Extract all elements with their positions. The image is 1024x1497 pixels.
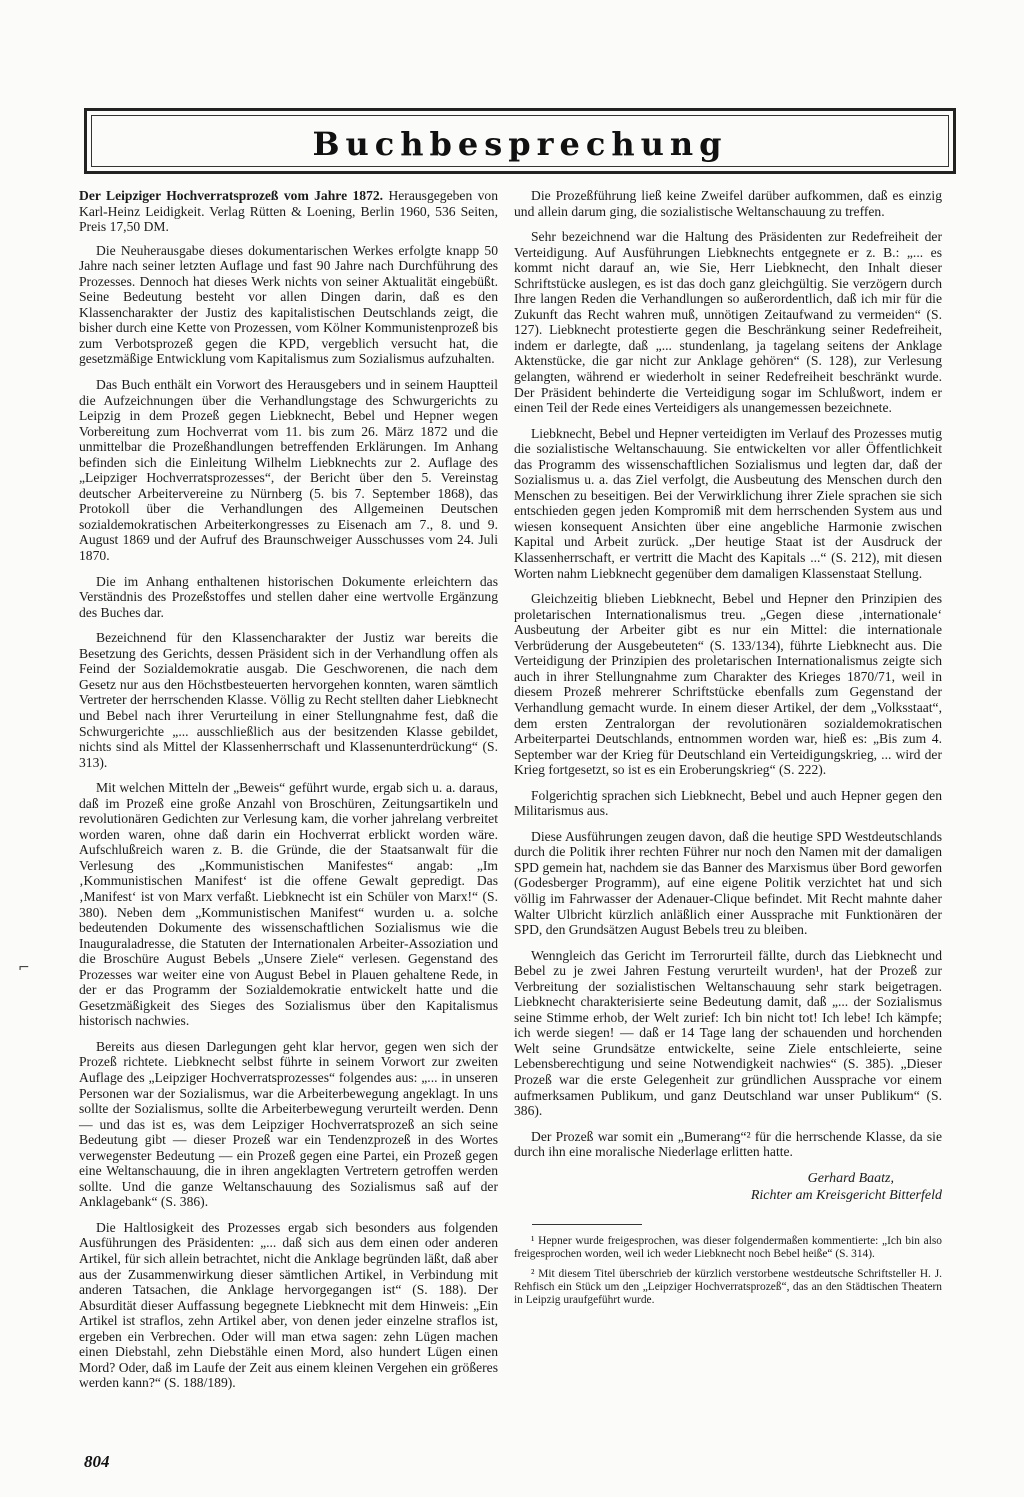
paragraph: Der Prozeß war somit ein „Bumerang“² für die herrschende Klasse, da sie durch ihn eine moralische Niederlage erlitten hatte. [514, 1128, 942, 1160]
paragraph: Wenngleich das Gericht im Terrorurteil fällte, durch das Liebknecht und Bebel zu je zwei Jahren Festung verurteilt wurden¹, hat der Prozeß zur Verbreitung der sozialistischen Weltanschauung sehr stark beigetragen. Liebknecht charakterisierte seine Bedeutung damit, daß „... der Sozialismus seine Stimme erhob, der Welt zurief: Ich bin nicht tot! Ich lebe! Ich kämpfe; ich werde siegen! — daß er 14 Tage lang der schauenden und horchenden Welt seine Grundsätze entwickelte, seine Ziele entschleierte, seine Lebensberechtigung und seine Notwendigkeit nachwies“ (S. 385). „Dieser Prozeß war die erste Gelegenheit zur gründlichen Aussprache vor einem aufmerksamen Publikum, und ganz Deutschland war unser Publikum“ (S. 386). [514, 947, 942, 1119]
paragraph: Gleichzeitig blieben Liebknecht, Bebel und Hepner den Prinzipien des proletarischen Internationalismus treu. „Gegen diese ‚internationale‘ Ausbeutung der Arbeiter gibt es nur ein Mittel: die internationale Verbrüderung der Ausgebeuteten“ (S. 133/134), führte Liebknecht aus. Die Verteidigung der Prinzipien des proletarischen Internationalismus zeigte sich auch in ihrer Stellungnahme zum Charakter des Krieges 1870/71, weil in diesem Prozeß mehrerer Schriftstücke ebenfalls zum Gegenstand der Verhandlung gemacht wurde. In einem dieser Artikel, der dem „Volksstaat“, dem ersten Zentralorgan der revolutionären sozialdemokratischen Arbeiterpartei Deutschlands, entnommen worden war, hieß es: „Bis zum 4. September war der Krieg für Deutschland ein Verteidigungskrieg, ... wird der Krieg fortgesetzt, so ist es ein Eroberungskrieg“ (S. 222). [514, 591, 942, 778]
paragraph: Liebknecht, Bebel und Hepner verteidigten im Verlauf des Prozesses mutig die sozialistische Weltanschauung. Sie entwickelten vor aller Öffentlichkeit das Programm des wissenschaftlichen Sozialismus und legten dar, daß der Sozialismus u. a. das Ziel verfolgt, die Ausbeutung des Menschen durch den Menschen zu beseitigen. Bei der Verwirklichung ihrer Ziele sprachen sie sich entschieden gegen jeden Kompromiß mit dem herrschenden System aus und wiesen konsequent Ansichten über eine angebliche Harmonie zwischen Kapital und Arbeit zurück. „Der heutige Staat ist der Ausdruck der Klassenherrschaft, er vertritt die Macht des Kapitals ...“ (S. 212), mit diesen Worten nahm Liebknecht gegenüber dem damaligen Klassenstaat Stellung. [514, 425, 942, 581]
footnote: ¹ Hepner wurde freigesprochen, was dieser folgendermaßen kommentierte: „Ich bin also freigesprochen worden, weil ich weder Liebknecht noch Bebel heiße“ (S. 314). [514, 1234, 942, 1261]
paragraph: Bezeichnend für den Klassencharakter der Justiz war bereits die Besetzung des Gerichts, dessen Präsident sich in der Verhandlung offen als Feind der Sozialdemokratie ausgab. Die Geschworenen, die nach dem Gesetz nur aus den Höchstbesteuerten hervorgehen konnten, waren sämtlich Vertreter der herrschenden Klasse. Völlig zu Recht stellten daher Liebknecht und Bebel nach ihrer Verurteilung in einer Stellungnahme fest, daß die Schwurgerichte „... ausschließlich aus der besitzenden Klasse gebildet, nichts sind als Mittel der Klassenherrschaft und Klassenunterdrückung“ (S. 313). [79, 630, 498, 770]
page-title: Buchbesprechung [312, 125, 728, 163]
author-name: Gerhard Baatz, [807, 1170, 894, 1186]
author-signature [514, 1170, 942, 1204]
paragraph: Bereits aus diesen Darlegungen geht klar hervor, gegen wen sich der Prozeß richtete. Liebknecht selbst führte in seinem Vorwort zur zweiten Auflage des „Leipziger Hochverratsprozesses“ folgendes aus: „... in unseren Personen war der Sozialismus, war die Arbeiterbewegung angeklagt. In uns sollte der Sozialismus, sollte die Arbeiterbewegung verurteilt werden. Denn — und das ist es, was dem Leipziger Hochverratsprozeß an sich seine Bedeutung gibt — dieser Prozeß war ein Tendenzprozeß in des Wortes verwegenster Bedeutung — ein Prozeß gegen eine Partei, ein Prozeß gegen eine Weltanschauung, die in ihren angeklagten Vertretern getroffen werden sollte. Und die ganze Weltanschauung des Sozialismus saß auf der Anklagebank“ (S. 386). [79, 1038, 498, 1210]
right-column [514, 188, 942, 1314]
paragraph: Folgerichtig sprachen sich Liebknecht, Bebel und auch Hepner gegen den Militarismus aus. [514, 787, 942, 819]
paragraph: Die Haltlosigkeit des Prozesses ergab sich besonders aus folgenden Ausführungen des Präsidenten: „... daß sich aus dem einen oder anderen Artikel, für sich allein betrachtet, nicht die Anklage begründen läßt, daß aber aus der Zusammenwirkung dieser sämtlichen Artikel, in Verbindung mit anderen Tatsachen, die Anklage hervorgegangen ist“ (S. 188). Der Absurdität dieser Auffassung begegnete Liebknecht mit dem Hinweis: „Ein Artikel ist straflos, zehn Artikel aber, von denen jeder einzelne straflos ist, ergeben ein Verbrechen. Oder will man etwa sagen: zehn Lügen machen einen Diebstahl, zehn Diebstähle einen Mord, also hundert Lügen einen Mord? Oder, daß im Laufe der Zeit aus einem kleinen Vergehen ein größeres werden kann?“ (S. 188/189). [79, 1219, 498, 1391]
footnote-divider [532, 1224, 642, 1225]
header-frame [84, 108, 956, 174]
paragraph: Die Neuherausgabe dieses dokumentarischen Werkes erfolgte knapp 50 Jahre nach seiner letzten Auflage und fast 90 Jahre nach Durchführung des Prozesses. Dennoch hat dieses Werk nichts von seiner Aktualität eingebüßt. Seine Bedeutung besteht vor allen Dingen darin, daß es den Klassencharakter der Justiz des kapitalistischen Deutschlands zeigt, die bisher durch eine Kette von Prozessen, vom Kölner Kommunistenprozeß bis zum Verbotsprozeß gegen die KPD, vergeblich versucht hat, die gesetzmäßige Entwicklung vom Kapitalismus zum Sozialismus aufzuhalten. [79, 242, 498, 367]
paragraph: Die im Anhang enthaltenen historischen Dokumente erleichtern das Verständnis des Prozeßstoffes und stellen daher eine wertvolle Ergänzung des Buches dar. [79, 573, 498, 620]
paragraph: Diese Ausführungen zeugen davon, daß die heutige SPD Westdeutschlands durch die Politik ihrer rechten Führer nur noch den Namen mit der damaligen SPD gemein hat, nachdem sie das Banner des Marxismus über Bord geworfen (Godesberger Programm), auf eine eigene Politik verzichtet hat und sich völlig im Fahrwasser der Adenauer-Clique befindet. Mit Recht mahnte daher Walter Ulbricht kürzlich anläßlich einer Aussprache mit Funktionären der SPD, den Grundsätzen August Bebels treu zu bleiben. [514, 828, 942, 938]
page-number: 804 [84, 1452, 110, 1471]
paragraph: Sehr bezeichnend war die Haltung des Präsidenten zur Redefreiheit der Verteidigung. Auf Ausführungen Liebknechts entgegnete er z. B.: „... es kommt nicht darauf an, wie Sie, Herr Liebknecht, den Inhalt dieser Schriftstücke auslegen, es ist das doch ganz gleichgültig. Sie verzögern durch Ihre langen Reden die Verhandlungen so außerordentlich, daß ich mir für die Zukunft das Recht wahren muß, unnötigen Zeitaufwand zu vermeiden“ (S. 127). Liebknecht protestierte gegen die Beschränkung seiner Redefreiheit, indem er darlegte, daß „... stundenlang, ja tagelang seitens der Anklage Aktenstücke, die gar nicht zur Anklage gehören“ (S. 128), zur Verlesung gelangten, während er wiederholt in seiner Redefreiheit beschränkt wurde. Der Präsident behinderte die Verteidigung sogar im Schlußwort, indem er einen Teil der Rede eines Verteidigers als unangemessen bezeichnete. [514, 229, 942, 416]
paragraph: Das Buch enthält ein Vorwort des Herausgebers und in seinem Hauptteil die Aufzeichnungen über die Verhandlungstage des Schwurgerichts zu Leipzig in dem Prozeß gegen Liebknecht, Bebel und Hepner wegen Vorbereitung zum Hochverrat vom 11. bis zum 26. März 1872 und die unmittelbar die Prozeßhandlungen betreffenden Erklärungen. Im Anhang befinden sich die Einleitung Wilhelm Liebknechts zur 2. Auflage des „Leipziger Hochverratsprozesses“, der Bericht über den 5. Vereinstag deutscher Arbeitervereine zu Nürnberg (5. bis 7. September 1868), das Protokoll über die Verhandlungen des Allgemeinen Deutschen sozialdemokratischen Arbeiterkongresses zu Eisenach am 7., 8. und 9. August 1869 und der Aufruf des Braunschweiger Ausschusses vom 24. Juli 1870. [79, 377, 498, 564]
left-column [79, 188, 498, 1401]
review-citation [79, 188, 498, 235]
author-title: Richter am Kreisgericht Bitterfeld [750, 1187, 942, 1203]
paragraph: Die Prozeßführung ließ keine Zweifel darüber aufkommen, daß es einzig und allein darum ging, die sozialistische Weltanschauung zu treffen. [514, 188, 942, 219]
book-title: Der Leipziger Hochverratsprozeß vom Jahre 1872. [79, 188, 384, 203]
footnote: ² Mit diesem Titel überschrieb der kürzlich verstorbene westdeutsche Schriftsteller H. J. Rehfisch ein Stück um den „Leipziger Hochverratsprozeß“, das an den Städtischen Theatern in Leipzig uraufgeführt wurde. [514, 1267, 942, 1307]
paragraph: Mit welchen Mitteln der „Beweis“ geführt wurde, ergab sich u. a. daraus, daß im Prozeß eine große Anzahl von Broschüren, Zeitungsartikeln und revolutionären Gedichten zur Verlesung kam, die vorher jahrelang verbreitet worden waren, ohne daß darin ein Hochverrat erblickt worden wäre. Aufschlußreich waren z. B. die Gründe, die der Staatsanwalt für die Verlesung des „Kommunistischen Manifestes“ angab: „Im ‚Kommunistischen Manifest‘ ist die offene Gewalt gepredigt. Das ‚Manifest‘ ist von Marx verfaßt. Liebknecht ist ein Schüler von Marx!“ (S. 380). Neben dem „Kommunistischen Manifest“ wurden u. a. solche bedeutenden Dokumente des wissenschaftlichen Sozialismus wie die Inauguraladresse, die Statuten der Internationalen Arbeiter-Assoziation und die Broschüre August Bebels „Unsere Ziele“ verlesen. Gegenstand des Prozesses war weiter eine von August Bebel in Plauen gehaltene Rede, in der er das Programm der Sozialdemokratie entwickelt hatte und die Gesetzmäßigkeit des Sieges des Sozialismus über den Kapitalismus historisch nachwies. [79, 780, 498, 1029]
book-details: Herausgegeben von Karl-Heinz Leidigkeit. Verlag Rütten & Loening, Berlin 1960, 536 Seiten, Preis 17,50 DM. [79, 188, 498, 235]
margin-mark: ⌐ [18, 960, 30, 976]
